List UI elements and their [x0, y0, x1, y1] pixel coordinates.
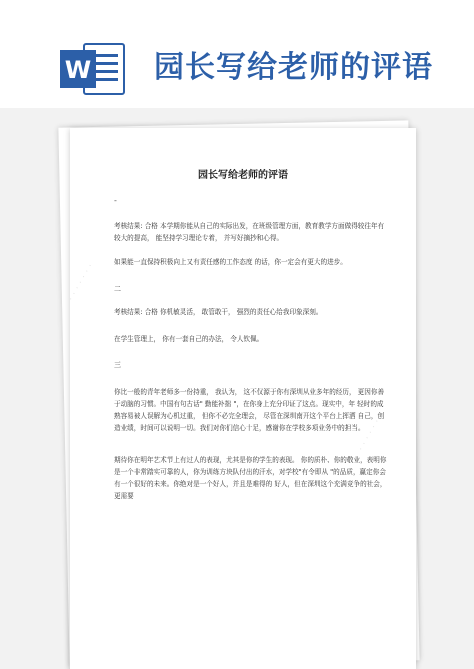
- document-title: 园长写给老师的评语: [198, 170, 288, 181]
- paragraph: 考核结果: 合格 你机敏灵活， 敢管敢干， 强烈的责任心给我印象深刻。: [114, 308, 323, 316]
- section-heading: 二: [114, 285, 121, 293]
- paragraph: 期待你在明年艺术节上有过人的表现，尤其是你的学生的表现。 你的质朴、你的敬业，表明你是一个非常踏实可靠的人，你为训练方块队付出的汗水，对学校"有令即从 "的品质，赢定你会有一个很好的未来。你绝对是一个好人，并且是难得的 好人，但在深圳这个充满竞争的社会，更需要: [114, 456, 387, 500]
- banner-title: 园长写给老师的评语: [154, 50, 433, 85]
- watermark: · · · · · · ·: [357, 411, 385, 453]
- paragraph: 考核结果: 合格 本学期你能从自己的实际出发，在班级管理方面，教育教学方面做得较往年有较大的提高， 能坚持学习理论专着， 并写好摘抄和心得。: [114, 222, 385, 242]
- section-heading: 三: [114, 361, 121, 369]
- document-page: [67, 128, 416, 669]
- word-document-icon: [60, 40, 126, 98]
- paragraph: 在学生管理上， 你有一套自己的办法， 令人钦佩。: [114, 335, 264, 343]
- separator-dash: -: [114, 196, 117, 205]
- paragraph: 如果能一直保持积极向上又有责任感的工作态度 的话，你一定会有更大的进步。: [114, 258, 347, 266]
- watermark: · · · · · · ·: [67, 261, 95, 303]
- word-letter: W: [64, 56, 92, 84]
- paragraph: 你比一般的青年老师多一份持重， 我认为， 这不仅源于你有深圳从业多年的经历， 更因你善于动脑的习惯。中国有句古话" 勤能补拙 "，在你身上充分印证了这点。现实中，年 轻时的成熟容易被人误解为心机过重， 但你不必完全理会， 尽管在深圳南开这个平台上挥洒 自己，创造业绩，时间可以说明一切。我们对你们信心十足，感谢你在学校多项业务中的担当。: [114, 388, 385, 432]
- title-banner: [0, 0, 474, 108]
